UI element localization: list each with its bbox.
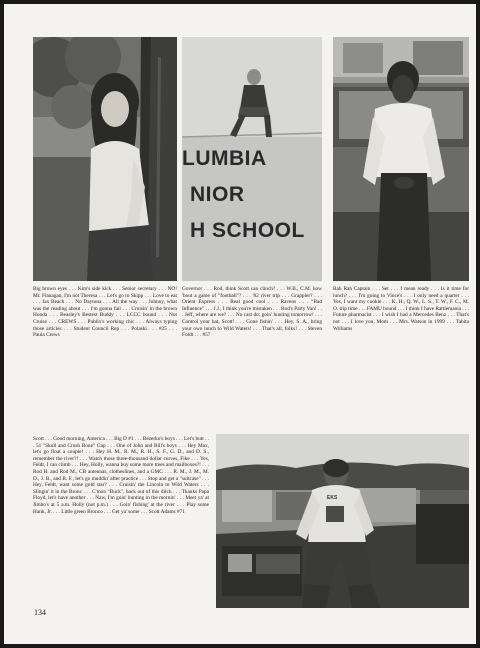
- caption-scott-adams: Scott . . . Good morning, America . . . Big D #1 . . . Bezerko's boys . . . Let's butt . . . 51 "Skull and Crush Bone" Gap . . . One of John and Bill's boys . . . Hey Max, let's go float a couple! . . . Hey H. M., R. M., R. H., S. F., G. D., and D. S., remember the river?! . . . Watch those three-thousand dollar curves, Fike . . . Yes, Feldt, I can climb . . . Hey, Holly, wanna buy some more trees and mailboxes?! . . . Rod H. and Rod M., CB antennas, clotheslines, and a GMC . . . R. M., J. M., M. D., J. B., and B. F., let's go muddin' after practice . . . Stop and get a "suitcase" . . . Hey, Feldt, want some gold star? . . . Cruisin' the Lincoln to Wild Waters . . . Slingin' it in the Bronc . . . C'mon "Buck", back out of this ditch . . . Thanks Papa Floyd, let's have another . . . Naw, I'm goin' hunting in the mornin' . . . Meet ya' at Jimbo's at 5 a.m. Holly (not p.m.) . . . Goin' fishing' at the river . . . Play some Hank, Jr. . . . Little green Bronco . . . Get ya' some . . . Scott Adams #71: [33, 436, 209, 515]
- photo-girl-tree-image: [33, 37, 177, 281]
- photo-boy-truck: [216, 434, 469, 608]
- photo-boy-truck-image: [216, 434, 469, 608]
- sign-line-1: LUMBIA: [182, 147, 267, 170]
- caption-steven-foldt: Governor . . . Rod, think Scott can clinch? . . . W.B., C.M. how 'bout a game of "football"? . . . '82 river trip . . . Grappler? . . . Orient Express . . . Real good cool . . . Ravens . . . "Bad Influence" . . . J.J., I think you're mistaken . . . Rod's Party Van! . . . Jeff, where are we? . . . No cast do; goin' hunting tomorrow! . . . Control your hat, Scott! . . . Gone fishin' . . . Hey, S. A., bring your own lunch to Wild Waters! . . . That's all, folks! . . . Steven Foldt . . . #57: [182, 286, 322, 339]
- photo-woman-car-image: [333, 37, 469, 281]
- yearbook-page: [4, 4, 476, 644]
- page-number: 134: [34, 608, 46, 617]
- photo-woman-car: [333, 37, 469, 281]
- caption-tabita-williams: Rah Rah Captain . . . Set . . . I mean ready . . . Is it time for lunch? . . . I'm going to Vince's . . . I only need a quarter . . . Yes, I want my cookie . . . K. H., Q. W., L. S., T. W., F. C., M. O. trip time . . . FAMU bound . . . I think I have Rattlemania . . . Future pharmacist . . . I wish I had a Mercedes Benz . . . That's not . . . I love you, Mom . . . Mrs. Watson in 1999 . . . Tabita Williams: [333, 286, 469, 332]
- sign-line-3: H SCHOOL: [190, 219, 305, 242]
- sign-line-2: NIOR: [190, 183, 245, 206]
- shirt-text: EKS: [327, 495, 338, 501]
- caption-paula-crews: Big brown eyes . . . Kim's side kick . . . Senior secretary . . . NO! Mr. Flanagan, I'm not Theresa . . . Let's go to Skipp . . . Love to eat . . . Jax Beach . . . No Daytona . . . All the way . . . Johnny, what was the reading about . . . I'm gonna fail . . . Cruisin' in the brown Honda . . . Beasley's Bestest Buddy . . . LCCC bound . . . Not Cruise . . . CREWS . . . Publix's working chic . . . Always typing those articles . . . Student Council Rep . . . Polaski . . . #25 . . . Paula Crews: [33, 286, 177, 339]
- photo-boy-sign: [182, 37, 322, 281]
- photo-girl-tree: [33, 37, 177, 281]
